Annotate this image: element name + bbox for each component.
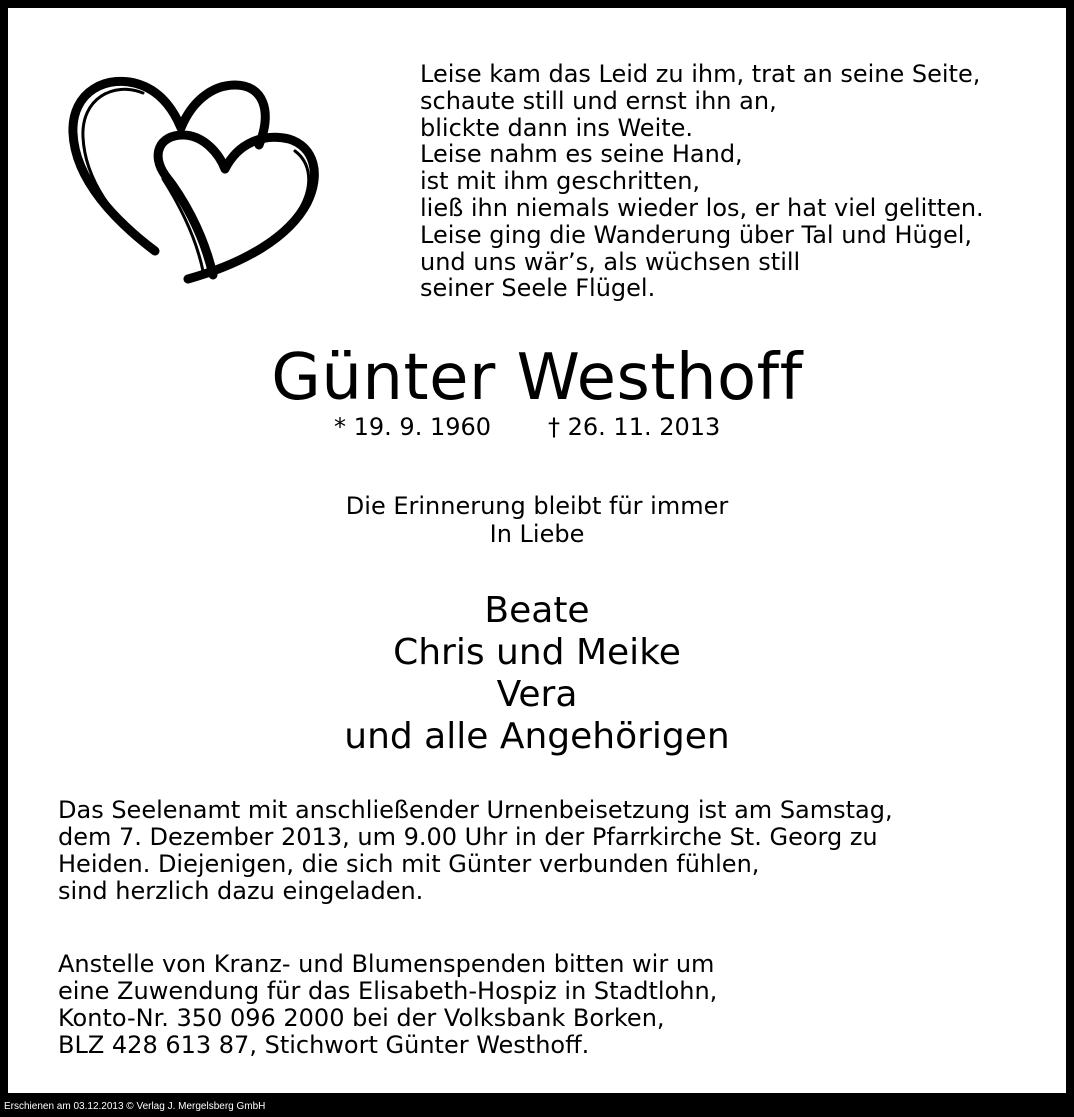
poem-line: Leise ging die Wanderung über Tal und Hügel, [420,220,973,249]
family-names [8,590,1066,758]
donation-notice [58,951,1048,1059]
service-line: dem 7. Dezember 2013, um 9.00 Uhr in der Pfarrkirche St. Georg zu [58,823,878,851]
memory-text [8,492,1066,548]
service-line: Heiden. Diejenigen, die sich mit Günter verbunden fühlen, [58,850,760,878]
service-line: sind herzlich dazu eingeladen. [58,877,424,905]
poem-line: Leise nahm es seine Hand, [420,140,743,169]
poem-line: ist mit ihm geschritten, [420,167,701,196]
birth-date: * 19. 9. 1960 [334,413,492,441]
service-notice [58,797,1048,905]
two-hearts-icon [63,63,323,288]
poem-line: seiner Seele Flügel. [420,274,656,303]
poem-line: Leise kam das Leid zu ihm, trat an seine Seite, [420,60,981,88]
donation-line: Anstelle von Kranz- und Blumenspenden bitten wir um [58,950,715,978]
deceased-name: Günter Westhoff [271,341,803,415]
donation-line: eine Zuwendung für das Elisabeth-Hospiz in Stadtlohn, [58,977,718,1005]
donation-line: BLZ 428 613 87, Stichwort Günter Westhoff. [58,1031,590,1059]
family-member: und alle Angehörigen [344,716,730,757]
poem-line: blickte dann ins Weite. [420,113,694,142]
memory-line: In Liebe [489,520,585,548]
memory-line: Die Erinnerung bleibt für immer [345,492,729,520]
obituary-card [8,8,1066,1093]
death-date: † 26. 11. 2013 [548,413,721,441]
service-line: Das Seelenamt mit anschließender Urnenbeisetzung ist am Samstag, [58,796,893,824]
donation-line: Konto-Nr. 350 096 2000 bei der Volksbank Borken, [58,1004,665,1032]
family-member: Chris und Meike [393,632,681,673]
family-member: Beate [484,590,590,631]
publication-footer: Erschienen am 03.12.2013 © Verlag J. Mergelsberg GmbH [4,1101,266,1112]
poem [420,61,1060,302]
family-member: Vera [496,674,578,715]
poem-line: und uns wär’s, als wüchsen still [420,247,801,276]
poem-line: ließ ihn niemals wieder los, er hat viel gelitten. [420,193,984,222]
poem-line: schaute still und ernst ihn an, [420,86,777,115]
